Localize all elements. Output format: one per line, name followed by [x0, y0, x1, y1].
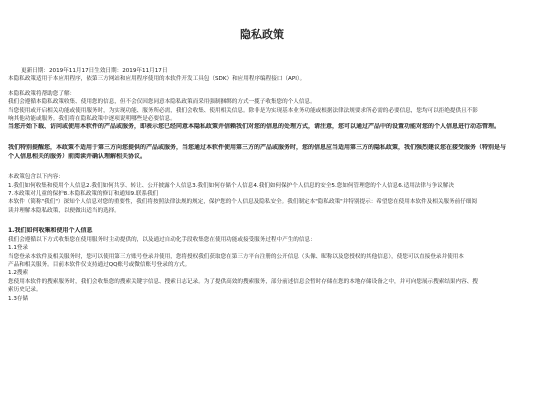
third-party-notice [8, 144, 516, 161]
intro-heading: 本隐私政策将帮助您了解： [8, 90, 76, 97]
contents-line: 1.我们如何收集和使用个人信息2.我们如何共享、转让、公开披露个人信息3.我们如何存储个人信息4.我们如何保护个人信息的安全5.您如何管理您的个人信息6.适用法律与争议解决 [8, 182, 454, 189]
subsection-heading: 1.2搜索 [8, 270, 29, 277]
section-line: 产品和相关服务。目前本软件仅支持通过QQ账号或微信账号登录的方式。 [8, 262, 191, 269]
page-title: 隐私政策 [240, 28, 284, 41]
section-line: 我们会遵循以下方式收集您在使用服务时主动提供的，以及通过自动化手段收集您在使用功能或接受服务过程中产生的信息： [8, 236, 316, 243]
section-line: 索历史记录。 [8, 287, 42, 294]
policy-applicability: 本隐私政策适用于本应用程序，依第三方网站和应用程序使用的本软件开发工具包（SDK）和应用程序编程接口（API）。 [8, 76, 306, 83]
section-heading: 1.我们如何收集和使用个人信息 [8, 227, 93, 235]
intro-block [8, 90, 516, 132]
contents-line: 7.本政策对儿童的保护8.本隐私政策的修订和通知9.联系我们 [8, 191, 159, 198]
intro-line: 当您使用或开启相关功能或使用服务时，为实现功能、服务所必需，我们会收集、使用相关信息。除非是为实现基本业务功能或根据法律法规要求所必需的必要信息，您均可以拒绝提供且不影 [8, 107, 478, 114]
contents-line: 本软件（简称"我们"）深知个人信息对您的重要性，我们将按照法律法规的规定，保护您的个人信息及隐私安全。我们制定本"隐私政策"并特别提示：希望您在使用本软件及相关服务前仔细阅 [8, 199, 477, 206]
policy-dates: 更新日期：2019年11月17日生效日期：2019年11月17日 [21, 68, 168, 74]
third-party-notice-line: 个人信息相关的服务）前阅读并确认理解相关协议。 [8, 152, 147, 160]
contents-heading: 本政策包含以下内容： [8, 174, 64, 181]
contents-line: 读并理解本隐私政策，以便做出适当的选择。 [8, 207, 120, 214]
intro-line: 我们会遵循本隐私政策收集、使用您的信息，但不会仅因您同意本隐私政策而采用强制捆绑的方式一揽子收集您的个人信息。 [8, 99, 316, 106]
policy-meta-block [8, 67, 516, 84]
third-party-notice-line: 我们特别提醒您，本政策不适用于第三方向您提供的产品或服务，当您通过本软件使用第三方的产品或服务时，您的信息应当适用第三方的隐私政策，我们强烈建议您在接受服务（特别是与 [8, 144, 507, 152]
section-line: 您使用本软件的搜索服务时，我们会收集您的搜索关键字信息、搜索日志记录。为了提供高效的搜索服务，部分前述信息会暂时存储在您的本地存储设备之中，并可向您展示搜索结果内容、搜 [8, 278, 478, 285]
intro-line: 响其他功能或服务。我们将在隐私政策中逐项说明哪些是必要信息。 [8, 116, 176, 123]
subsection-heading: 1.3存储 [8, 295, 29, 302]
contents-block [8, 173, 516, 215]
section-line: 当您登录本软件及相关服务时，您可以使用第三方账号登录并使用，您将授权我们获取您在第三方平台注册的公开信息（头像、昵称以及您授权的其他信息），使您可以直接登录并使用本 [8, 253, 464, 260]
subsection-heading: 1.1登录 [8, 245, 29, 252]
consent-notice: 当您开始下载、访问或使用本软件的产品或服务，即表示您已经同意本隐私政策并信赖我们对您的信息的处理方式，请注意，您可以通过产品中的设置功能对您的个人信息进行动态管理。 [8, 123, 501, 131]
section-collect-use [8, 227, 516, 303]
